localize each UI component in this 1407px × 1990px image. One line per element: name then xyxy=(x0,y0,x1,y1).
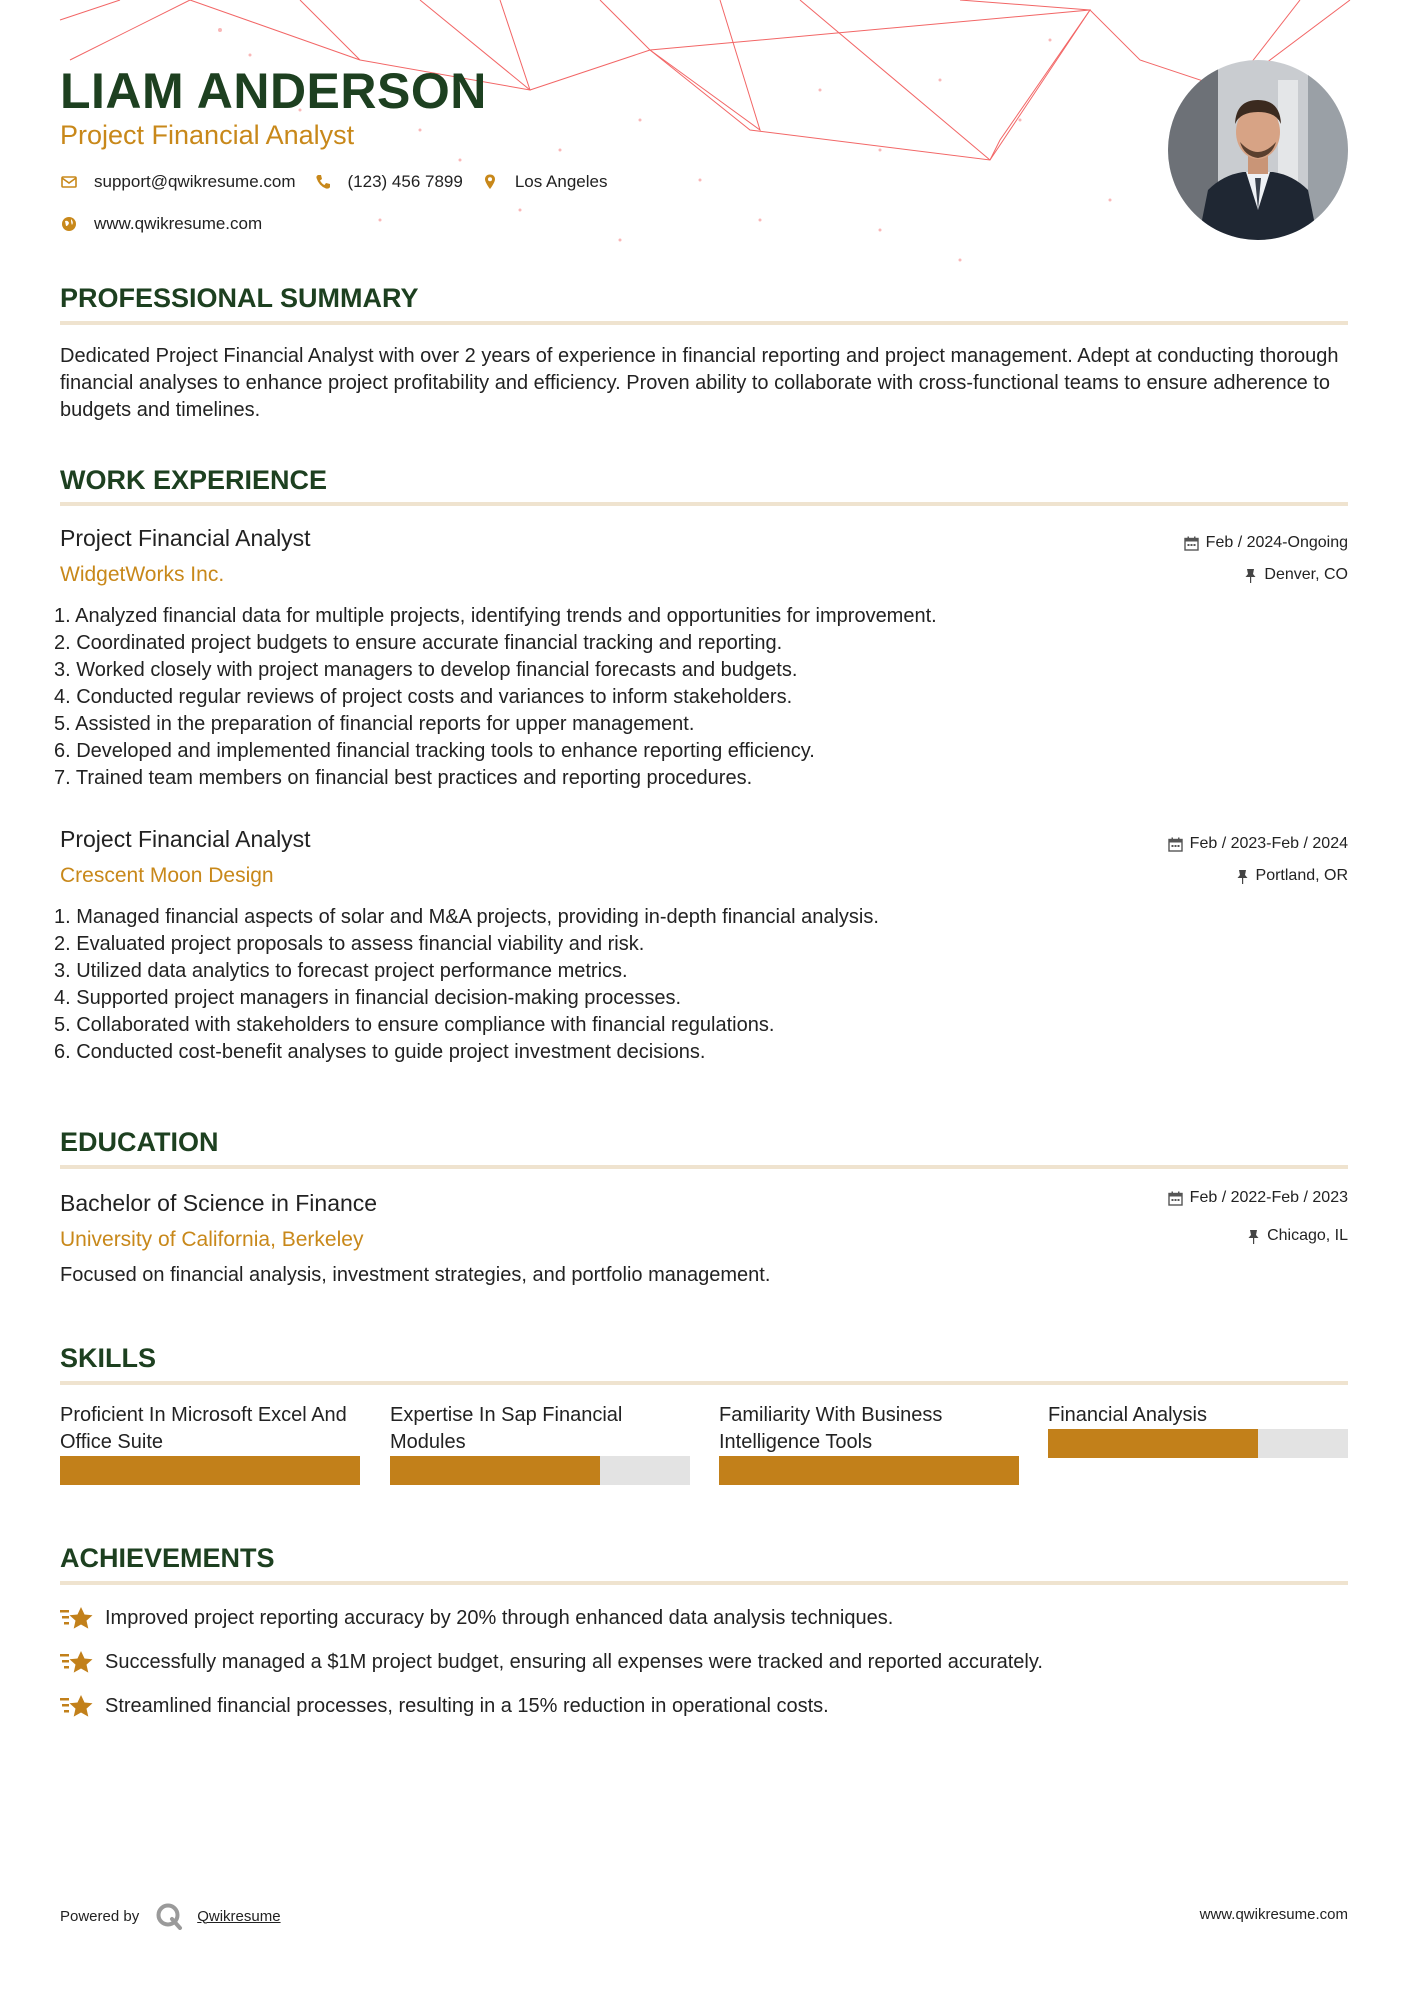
achievement-text: Streamlined financial processes, resulting in a 15% reduction in operational costs. xyxy=(105,1694,829,1717)
education-dates-text: Feb / 2022-Feb / 2023 xyxy=(1189,1189,1348,1206)
achievement-item xyxy=(60,1648,1043,1676)
list-item: 4. Conducted regular reviews of project costs and variances to inform stakeholders. xyxy=(54,686,793,708)
shooting-star-icon xyxy=(60,1692,93,1720)
job-2-location-text: Portland, OR xyxy=(1255,867,1348,884)
skill-level-fill xyxy=(719,1456,1019,1485)
website-text: www.qwikresume.com xyxy=(94,214,263,233)
profile-photo xyxy=(1168,60,1348,240)
list-item: 4. Supported project managers in financial decision-making processes. xyxy=(54,987,682,1009)
job-2-responsibilities xyxy=(54,904,1348,1066)
education-dates xyxy=(1168,1189,1348,1207)
skill-level-fill xyxy=(390,1456,600,1485)
pushpin-icon xyxy=(1236,869,1249,884)
skill-name: Familiarity With Business Intelligence Tools xyxy=(719,1404,943,1453)
skill-name: Proficient In Microsoft Excel And Office Suite xyxy=(60,1404,347,1453)
shooting-star-icon xyxy=(60,1648,93,1676)
achievement-text: Successfully managed a $1M project budget, ensuring all expenses were tracked and reported accurately. xyxy=(105,1650,1043,1673)
list-item: 1. Analyzed financial data for multiple projects, identifying trends and opportunities for improvement. xyxy=(54,605,937,627)
experience-divider xyxy=(60,502,1348,506)
education-section-title: EDUCATION xyxy=(60,1127,219,1157)
phone-text: (123) 456 7899 xyxy=(347,172,463,191)
skill-name: Expertise In Sap Financial Modules xyxy=(390,1404,623,1453)
list-item: 1. Managed financial aspects of solar and M&A projects, providing in-depth financial analysis. xyxy=(54,906,879,928)
calendar-icon xyxy=(1184,536,1199,551)
location-text: Los Angeles xyxy=(514,172,608,191)
footer-powered-by xyxy=(60,1902,281,1930)
calendar-icon xyxy=(1168,837,1183,852)
skill-level-bar xyxy=(60,1456,360,1485)
job-2-location xyxy=(1236,867,1348,885)
phone-icon xyxy=(314,173,332,191)
envelope-icon xyxy=(60,173,78,191)
job-1-title: Project Financial Analyst xyxy=(60,525,311,551)
skill-level-bar xyxy=(719,1456,1019,1485)
job-1-dates-text: Feb / 2024-Ongoing xyxy=(1205,534,1348,551)
achievements-section-title: ACHIEVEMENTS xyxy=(60,1543,275,1573)
job-2-dates xyxy=(1168,835,1348,853)
education-location-text: Chicago, IL xyxy=(1267,1227,1348,1244)
qwikresume-logo-icon xyxy=(155,1902,183,1930)
job-1-dates xyxy=(1184,534,1348,552)
skills-section-title: SKILLS xyxy=(60,1343,157,1373)
contact-website[interactable] xyxy=(60,214,262,234)
achievement-item xyxy=(60,1604,893,1632)
skill-item xyxy=(1048,1402,1348,1458)
list-item: 5. Collaborated with stakeholders to ensure compliance with financial regulations. xyxy=(54,1014,775,1036)
list-item: 3. Worked closely with project managers to develop financial forecasts and budgets. xyxy=(54,659,798,681)
education-degree: Bachelor of Science in Finance xyxy=(60,1190,378,1216)
pushpin-icon xyxy=(1247,1229,1260,1244)
job-1-location xyxy=(1244,566,1348,584)
list-item: 2. Evaluated project proposals to assess financial viability and risk. xyxy=(54,933,645,955)
skill-level-bar xyxy=(390,1456,690,1485)
candidate-name: LIAM ANDERSON xyxy=(60,63,487,119)
list-item: 5. Assisted in the preparation of financial reports for upper management. xyxy=(54,713,695,735)
skill-level-bar xyxy=(1048,1429,1348,1458)
job-1-responsibilities xyxy=(54,603,1348,792)
education-location xyxy=(1247,1227,1348,1245)
achievement-item xyxy=(60,1692,829,1720)
job-2-dates-text: Feb / 2023-Feb / 2024 xyxy=(1189,835,1348,852)
skill-item xyxy=(719,1402,1019,1485)
job-1-company: WidgetWorks Inc. xyxy=(60,563,225,586)
contact-phone[interactable] xyxy=(314,172,463,192)
calendar-icon xyxy=(1168,1191,1183,1206)
skill-level-fill xyxy=(1048,1429,1258,1458)
skill-level-fill xyxy=(60,1456,360,1485)
contact-row-primary xyxy=(60,172,625,192)
contact-email[interactable] xyxy=(60,172,296,192)
powered-by-label: Powered by xyxy=(60,1907,140,1925)
email-text: support@qwikresume.com xyxy=(94,172,296,191)
achievement-text: Improved project reporting accuracy by 20% through enhanced data analysis techniques. xyxy=(105,1606,894,1629)
list-item: 7. Trained team members on financial best practices and reporting procedures. xyxy=(54,767,753,789)
candidate-role: Project Financial Analyst xyxy=(60,120,355,150)
skill-item xyxy=(60,1402,360,1485)
footer-website[interactable]: www.qwikresume.com xyxy=(1199,1906,1348,1923)
globe-icon xyxy=(60,215,78,233)
contact-row-secondary xyxy=(60,214,280,234)
list-item: 6. Developed and implemented financial tracking tools to enhance reporting efficiency. xyxy=(54,740,815,762)
summary-text: Dedicated Project Financial Analyst with over 2 years of experience in financial reporting and project management. Adept at conducting thorough financial analyses to enhance project profitability and efficiency. Proven ability to collaborate with cross-functional teams to ensure adherence to budgets and timelines. xyxy=(60,345,1339,421)
qwikresume-brand-link[interactable]: Qwikresume xyxy=(197,1907,281,1925)
education-divider xyxy=(60,1165,1348,1169)
summary-divider xyxy=(60,321,1348,325)
contact-location xyxy=(481,172,608,192)
skill-name: Financial Analysis xyxy=(1048,1404,1207,1426)
job-2-company: Crescent Moon Design xyxy=(60,864,274,887)
list-item: 2. Coordinated project budgets to ensure accurate financial tracking and reporting. xyxy=(54,632,783,654)
education-description: Focused on financial analysis, investment strategies, and portfolio management. xyxy=(60,1264,771,1286)
achievements-divider xyxy=(60,1581,1348,1585)
skill-item xyxy=(390,1402,690,1485)
skills-divider xyxy=(60,1381,1348,1385)
experience-section-title: WORK EXPERIENCE xyxy=(60,465,328,495)
list-item: 3. Utilized data analytics to forecast project performance metrics. xyxy=(54,960,628,982)
summary-section-title: PROFESSIONAL SUMMARY xyxy=(60,283,419,313)
list-item: 6. Conducted cost-benefit analyses to guide project investment decisions. xyxy=(54,1041,706,1063)
shooting-star-icon xyxy=(60,1604,93,1632)
pushpin-icon xyxy=(1244,568,1257,583)
education-school: University of California, Berkeley xyxy=(60,1228,364,1251)
job-2-title: Project Financial Analyst xyxy=(60,826,311,852)
job-1-location-text: Denver, CO xyxy=(1264,566,1348,583)
map-pin-icon xyxy=(481,173,499,191)
